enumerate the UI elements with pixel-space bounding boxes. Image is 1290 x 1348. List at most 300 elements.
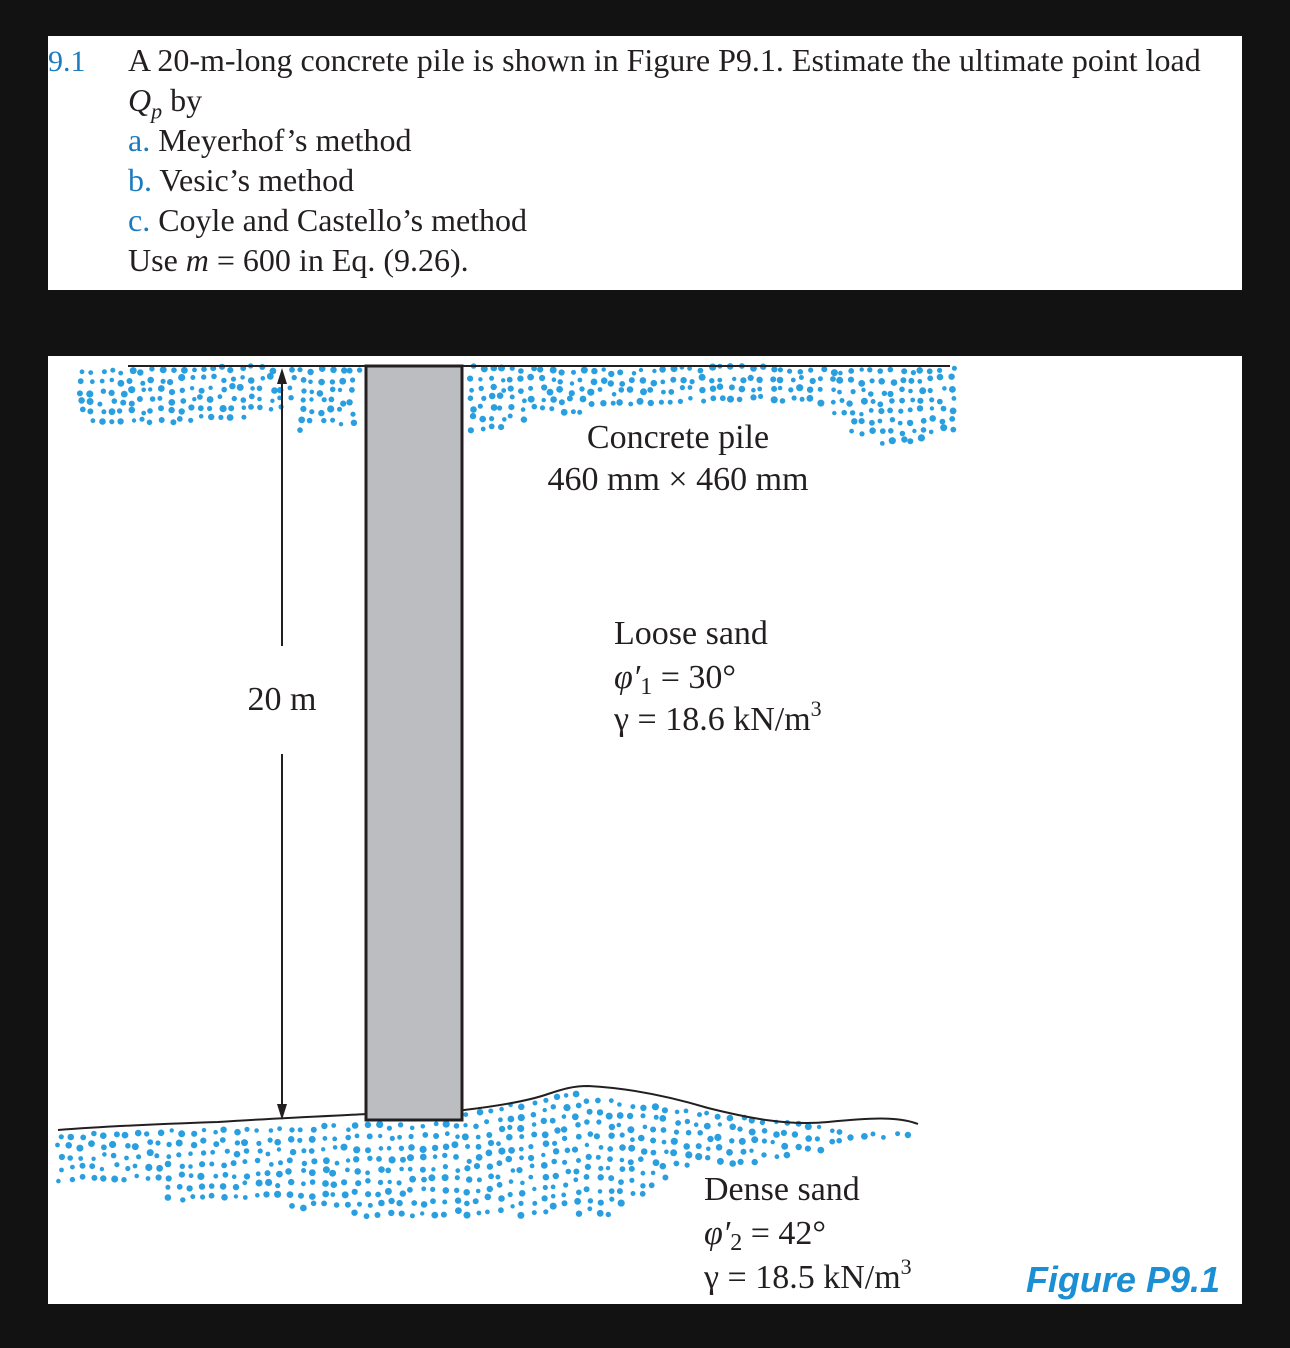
sand-dot (648, 400, 654, 406)
sand-dot (309, 409, 314, 414)
sand-dot (929, 415, 936, 422)
sand-dot (420, 1167, 426, 1173)
sand-dot (585, 1143, 589, 1147)
sand-dot (675, 1120, 681, 1126)
sand-dot (178, 374, 185, 381)
sand-dot (880, 441, 885, 446)
sand-dot (887, 391, 893, 397)
problem-statement-text: A 20-m-long concrete pile is shown in Figure P9.1. Estimate the ultimate point load (128, 42, 1201, 78)
sand-dot (149, 366, 154, 371)
sand-dot (901, 368, 907, 374)
sand-dot (487, 1186, 493, 1192)
sand-dot (256, 1141, 261, 1146)
sand-dot (805, 1123, 812, 1130)
sand-dot (739, 1138, 746, 1145)
sand-dot (840, 398, 845, 403)
layer1-gamma (613, 696, 822, 738)
sand-dot (322, 1191, 329, 1198)
sand-dot (399, 1211, 405, 1217)
sand-dot (301, 1148, 306, 1153)
sand-dot (830, 376, 836, 382)
sand-dot (248, 404, 254, 410)
sand-dot (462, 1133, 469, 1140)
sand-dot (192, 397, 196, 401)
sand-dot (248, 377, 255, 384)
sand-dot (787, 369, 792, 374)
sand-dot (848, 377, 854, 383)
sand-dot (477, 1177, 482, 1182)
sand-dot (99, 418, 106, 425)
sand-dot (609, 1197, 614, 1202)
sand-dot (616, 399, 623, 406)
sand-dot (240, 375, 245, 380)
sand-dot (878, 408, 884, 414)
sand-dot (114, 1162, 119, 1167)
sand-dot (56, 1179, 61, 1184)
sand-dot (254, 1128, 259, 1133)
sand-dot (740, 377, 746, 383)
sand-dot (367, 1156, 372, 1161)
sand-dot (639, 368, 643, 372)
sand-dot (365, 1191, 371, 1197)
sand-dot (200, 1194, 205, 1199)
sand-dot (140, 381, 145, 386)
sand-dot (620, 1132, 625, 1137)
sand-dot (420, 1146, 427, 1153)
sand-dot (91, 418, 96, 423)
sand-dot (837, 1129, 843, 1135)
sand-dot (220, 1127, 226, 1133)
sand-dot (878, 378, 885, 385)
sand-dot (261, 376, 266, 381)
sand-dot (888, 367, 894, 373)
sand-dot (451, 1141, 458, 1148)
sand-dot (659, 366, 666, 373)
layer1-gamma-text: γ = 18.6 kN/m (614, 701, 811, 738)
sand-dot (542, 1131, 549, 1138)
sand-dot (80, 1163, 86, 1169)
sand-dot (170, 1128, 174, 1132)
sand-dot (87, 398, 94, 405)
sand-dot (202, 1128, 206, 1132)
sand-dot (255, 1193, 260, 1198)
sand-dot (339, 378, 346, 385)
sand-dot (891, 379, 898, 386)
sand-dot (433, 1154, 438, 1159)
sand-dot (265, 1179, 272, 1186)
sand-dot (609, 1098, 614, 1103)
qp-subscript: p (151, 98, 163, 124)
sand-dot (898, 409, 903, 414)
sand-dot (528, 386, 533, 391)
statement-by: by (162, 82, 203, 118)
sand-dot (118, 380, 125, 387)
sand-dot (365, 1170, 370, 1175)
sand-dot (541, 384, 547, 390)
sand-dot (732, 377, 736, 381)
sand-dot (484, 1119, 489, 1124)
sand-dot (147, 377, 154, 384)
sand-dot (805, 1146, 811, 1152)
sand-dot (285, 1168, 292, 1175)
sand-dot (488, 1173, 494, 1179)
sand-dot (905, 1132, 911, 1138)
sand-dot (351, 1210, 357, 1216)
sand-dot (255, 1158, 261, 1164)
sand-dot (297, 1138, 302, 1143)
sand-dot (301, 388, 306, 393)
sand-dot (67, 1155, 73, 1161)
sand-dot (690, 379, 695, 384)
sand-dot (364, 1213, 370, 1219)
sand-dot (881, 1135, 886, 1140)
sand-dot (918, 434, 925, 441)
sand-dot (573, 1177, 578, 1182)
sand-dot (166, 1175, 172, 1181)
sand-dot (581, 367, 588, 374)
sand-dot (508, 386, 514, 392)
sand-dot (221, 387, 227, 393)
sand-dot (399, 1146, 404, 1151)
sand-dot (628, 1145, 635, 1152)
sand-dot (591, 379, 598, 386)
sand-dot (177, 1184, 183, 1190)
sand-dot (407, 1187, 413, 1193)
sand-dot (662, 1140, 667, 1145)
sand-dot (629, 1178, 634, 1183)
sand-dot (807, 395, 814, 402)
sand-dot (948, 374, 954, 380)
sand-dot (77, 390, 83, 396)
sand-dot (647, 387, 653, 393)
sand-dot (912, 429, 916, 433)
sand-dot (353, 1146, 360, 1153)
sand-dot (643, 1125, 648, 1130)
sand-dot (59, 1168, 64, 1173)
sand-dot (777, 377, 784, 384)
sand-dot (298, 1127, 303, 1132)
sand-dot (510, 1204, 514, 1208)
qp-symbol: Q (128, 82, 152, 118)
sand-dot (479, 416, 486, 423)
sand-dot (617, 1112, 624, 1119)
sand-dot (188, 1151, 193, 1156)
sand-dot (150, 396, 156, 402)
sand-dot (378, 1180, 383, 1185)
sand-dot (297, 367, 302, 372)
sand-dot (301, 397, 306, 402)
sand-dot (422, 1132, 428, 1138)
sand-dot (761, 1152, 766, 1157)
sand-dot (737, 1126, 742, 1131)
sand-dot (476, 1189, 481, 1194)
sand-dot (473, 1198, 479, 1204)
sand-dot (101, 409, 106, 414)
sand-dot (242, 1159, 247, 1164)
sand-dot (815, 1136, 820, 1141)
sand-dot (434, 1121, 439, 1126)
sand-dot (91, 1131, 97, 1137)
sand-dot (911, 370, 916, 375)
sand-dot (242, 405, 247, 410)
sand-dot (778, 367, 783, 372)
sand-dot (533, 1101, 538, 1106)
sand-dot (737, 397, 743, 403)
sand-dot (114, 1131, 120, 1137)
sand-dot (341, 1179, 347, 1185)
sand-dot (310, 390, 315, 395)
sand-dot (617, 1102, 622, 1107)
sand-dot (641, 1171, 646, 1176)
sand-dot (641, 1113, 646, 1118)
sand-dot (269, 407, 274, 412)
sand-dot (330, 379, 335, 384)
sand-dot (498, 1117, 503, 1122)
sand-dot (518, 368, 524, 374)
sand-dot (102, 369, 107, 374)
sand-dot (220, 1183, 227, 1190)
sand-dot (189, 1173, 194, 1178)
sand-dot (641, 1148, 648, 1155)
sand-dot (334, 1202, 340, 1208)
sand-dot (197, 1173, 204, 1180)
layer2-name: Dense sand (704, 1171, 860, 1208)
sand-dot (433, 1133, 439, 1139)
sand-dot (619, 381, 625, 387)
sand-dot (148, 387, 152, 391)
sand-dot (871, 1132, 876, 1137)
sand-dot (638, 1156, 644, 1162)
sand-dot (771, 396, 778, 403)
sand-dot (674, 1130, 679, 1135)
sand-dot (519, 1147, 524, 1152)
sand-dot (385, 1168, 391, 1174)
sand-dot (726, 1149, 733, 1156)
sand-dot (407, 1154, 414, 1161)
sand-dot (771, 386, 777, 392)
sand-dot (209, 1183, 215, 1189)
sand-dot (244, 1173, 250, 1179)
sand-dot (850, 410, 855, 415)
sand-dot (762, 1138, 767, 1143)
sand-dot (788, 387, 793, 392)
sand-dot (678, 399, 683, 404)
sand-dot (80, 407, 86, 413)
sand-dot (200, 1138, 206, 1144)
option-c-text: Coyle and Castello’s method (158, 202, 528, 238)
sand-dot (694, 1122, 699, 1127)
sand-dot (564, 1093, 569, 1098)
sand-dot (258, 1148, 263, 1153)
problem-statement (128, 40, 1201, 80)
sand-dot (710, 386, 716, 392)
sand-dot (70, 1165, 75, 1170)
sand-dot (411, 1200, 417, 1206)
sand-dot (302, 1161, 307, 1166)
sand-dot (431, 1212, 438, 1219)
sand-dot (552, 1141, 557, 1146)
sand-dot (836, 1138, 842, 1144)
sand-dot (97, 402, 102, 407)
sand-dot (213, 1174, 218, 1179)
sand-dot (685, 1163, 690, 1168)
sand-dot (717, 1158, 724, 1165)
sand-dot (87, 408, 93, 414)
sand-dot (609, 1188, 615, 1194)
sand-dot (940, 419, 946, 425)
sand-dot (543, 1174, 550, 1181)
sand-dot (469, 388, 474, 393)
sand-dot (597, 1109, 603, 1115)
sand-dot (869, 427, 876, 434)
sand-dot (141, 411, 146, 416)
sand-dot (684, 1109, 689, 1114)
sand-dot (520, 1181, 525, 1186)
sand-dot (331, 1181, 338, 1188)
sand-dot (880, 428, 886, 434)
sand-dot (481, 396, 486, 401)
sand-dot (628, 1159, 634, 1165)
sand-dot (727, 396, 734, 403)
sand-dot (400, 1190, 406, 1196)
sand-dot (137, 396, 143, 402)
sand-dot (792, 1131, 798, 1137)
sand-dot (350, 377, 355, 382)
sand-dot (309, 1193, 316, 1200)
sand-dot (176, 1152, 181, 1157)
sand-dot (352, 1122, 359, 1129)
sand-dot (651, 1171, 656, 1176)
sand-dot (454, 1188, 459, 1193)
sand-dot (207, 406, 212, 411)
option-c (128, 200, 527, 240)
sand-dot (288, 395, 293, 400)
sand-dot (188, 404, 194, 410)
sand-dot (685, 1119, 690, 1124)
sand-dot (410, 1126, 415, 1131)
sand-dot (199, 388, 205, 394)
sand-dot (618, 1200, 625, 1207)
sand-dot (307, 369, 313, 375)
sand-dot (235, 1140, 240, 1145)
sand-dot (497, 1160, 503, 1166)
sand-dot (817, 1147, 824, 1154)
sand-dot (156, 1165, 163, 1172)
sand-dot (650, 1138, 656, 1144)
sand-dot (570, 381, 574, 385)
sand-dot (908, 389, 913, 394)
sand-dot (917, 398, 923, 404)
sand-dot (473, 1124, 479, 1130)
layer1-phi-value: = 30° (652, 659, 737, 696)
sand-dot (591, 368, 597, 374)
sand-dot (227, 367, 233, 373)
sand-dot (288, 1179, 294, 1185)
sand-dot (301, 1168, 306, 1173)
sand-dot (921, 427, 927, 433)
sand-dot (686, 1130, 692, 1136)
sand-dot (630, 1137, 635, 1142)
sand-dot (818, 387, 823, 392)
sand-dot (917, 379, 922, 384)
sand-dot (927, 368, 933, 374)
sand-dot (464, 1212, 471, 1219)
sand-dot (376, 1156, 382, 1162)
sand-dot (91, 1157, 95, 1161)
sand-dot (159, 417, 165, 423)
sand-dot (849, 429, 854, 434)
sand-dot (165, 1161, 172, 1168)
figure-caption: Figure P9.1 (1025, 1259, 1220, 1300)
sand-dot (499, 1107, 504, 1112)
sand-dot (651, 1150, 657, 1156)
sand-dot (598, 1200, 604, 1206)
sand-dot (117, 408, 122, 413)
sand-dot (729, 1160, 736, 1167)
sand-dot (729, 1124, 736, 1131)
sand-dot (357, 367, 362, 372)
sand-dot (166, 1142, 171, 1147)
sand-dot (949, 386, 956, 393)
sand-dot (430, 1198, 436, 1204)
sand-dot (410, 1213, 415, 1218)
sand-dot (751, 388, 756, 393)
sand-dot (498, 1195, 505, 1202)
sand-dot (118, 371, 123, 376)
sand-dot (166, 1154, 171, 1159)
sand-dot (309, 397, 313, 401)
sand-dot (528, 1144, 533, 1149)
sand-dot (229, 383, 235, 389)
sand-dot (277, 1147, 281, 1151)
sand-dot (170, 419, 176, 425)
sand-dot (268, 1138, 273, 1143)
sand-dot (210, 1150, 215, 1155)
sand-dot (375, 1212, 381, 1218)
sand-dot (598, 387, 603, 392)
sand-dot (357, 1202, 362, 1207)
sand-dot (479, 386, 484, 391)
sand-dot (748, 375, 754, 381)
sand-dot (502, 417, 507, 422)
sand-dot (408, 1167, 413, 1172)
sand-dot (59, 1154, 65, 1160)
sand-dot (80, 1174, 86, 1180)
sand-dot (365, 1147, 371, 1153)
pile-diagram (48, 356, 1242, 1304)
sand-dot (551, 1185, 556, 1190)
sand-dot (627, 386, 634, 393)
sand-dot (620, 1166, 626, 1172)
sand-dot (68, 1134, 75, 1141)
sand-dot (109, 1141, 116, 1148)
sand-dot (321, 418, 326, 423)
sand-dot (562, 1136, 567, 1141)
sand-dot (491, 384, 497, 390)
sand-dot (831, 400, 836, 405)
sand-dot (233, 1184, 239, 1190)
sand-dot (807, 387, 813, 393)
sand-dot (489, 376, 494, 381)
sand-dot (716, 1144, 723, 1151)
layer1-phi-sub: 1 (640, 674, 653, 700)
sand-dot (289, 1127, 294, 1132)
sand-dot (188, 418, 193, 423)
sand-dot (602, 367, 606, 371)
sand-dot (496, 1141, 501, 1146)
sand-dot (223, 1172, 229, 1178)
sand-dot (237, 384, 244, 391)
